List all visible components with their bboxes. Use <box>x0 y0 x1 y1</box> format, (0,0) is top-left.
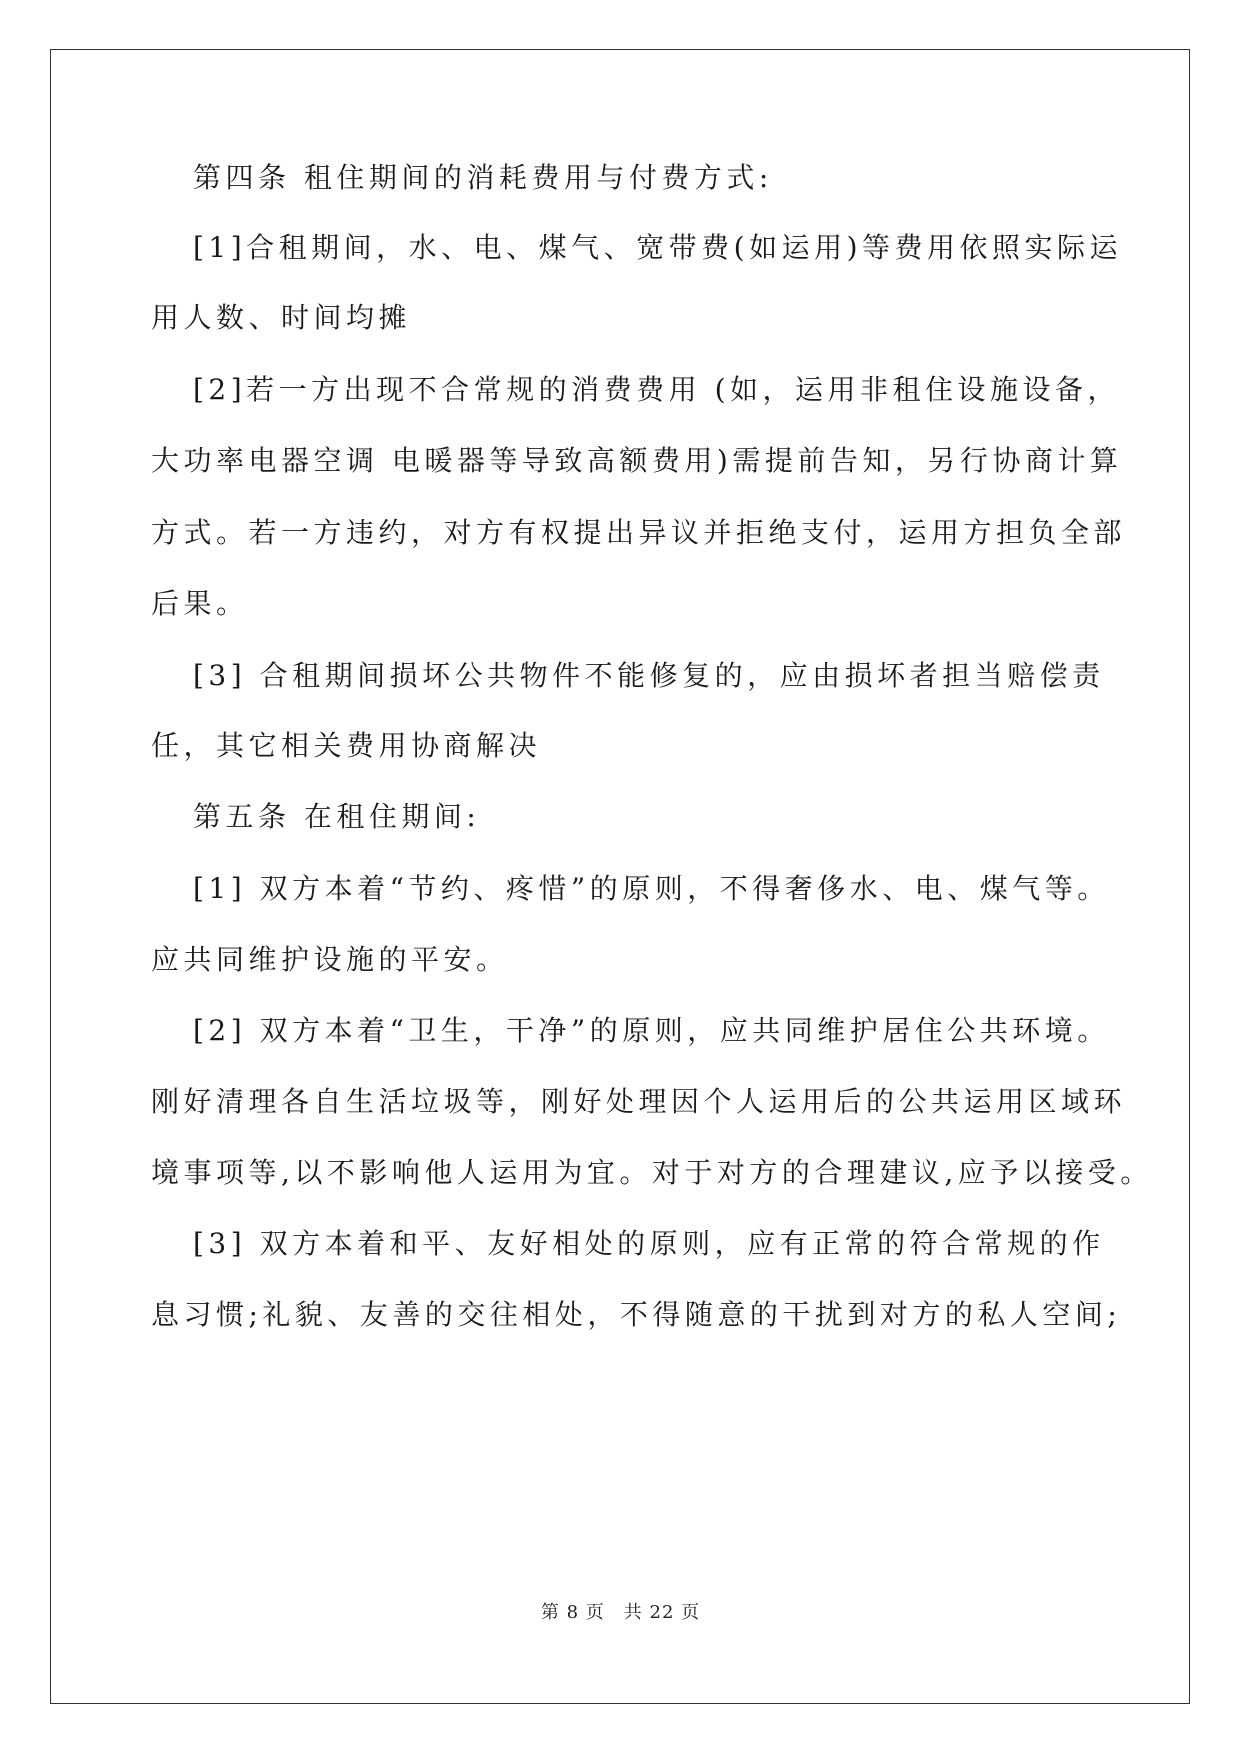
paragraph-line: 后果。 <box>151 587 249 620</box>
paragraph-line: 方式。若一方违约，对方有权提出异议并拒绝支付，运用方担负全部 <box>151 516 1127 549</box>
paragraph-line: 大功率电器空调 电暖器等导致高额费用)需提前告知，另行协商计算 <box>151 444 1123 477</box>
paragraph-line: 应共同维护设施的平安。 <box>151 943 509 976</box>
page-number: 第 8 页 共 22 页 <box>540 1602 701 1623</box>
paragraph-line: [1]合租期间，水、电、煤气、宽带费(如运用)等费用依照实际运 <box>193 231 1123 264</box>
paragraph-line: [3] 双方本着和平、友好相处的原则，应有正常的符合常规的作 <box>193 1227 1105 1260</box>
paragraph-line: [2] 双方本着“卫生，干净”的原则，应共同维护居住公共环境。 <box>193 1014 1110 1047</box>
paragraph-line: 刚好清理各自生活垃圾等，刚好处理因个人运用后的公共运用区域环 <box>151 1085 1127 1118</box>
paragraph-line: [3] 合租期间损坏公共物件不能修复的，应由损坏者担当赔偿责 <box>193 659 1105 692</box>
article-4-heading: 第四条 租住期间的消耗费用与付费方式: <box>193 161 773 194</box>
paragraph-line: 用人数、时间均摊 <box>151 301 412 334</box>
paragraph-line: 境事项等,以不影响他人运用为宜。对于对方的合理建议,应予以接受。 <box>151 1156 1153 1189</box>
paragraph-line: [1] 双方本着“节约、疼惜”的原则，不得奢侈水、电、煤气等。 <box>193 872 1110 905</box>
paragraph-line: 息习惯;礼貌、友善的交往相处，不得随意的干扰到对方的私人空间; <box>151 1298 1122 1331</box>
article-5-heading: 第五条 在租住期间: <box>193 800 481 833</box>
paragraph-line: 任，其它相关费用协商解决 <box>151 729 542 762</box>
paragraph-line: [2]若一方出现不合常规的消费费用 (如，运用非租住设施设备， <box>193 373 1120 406</box>
